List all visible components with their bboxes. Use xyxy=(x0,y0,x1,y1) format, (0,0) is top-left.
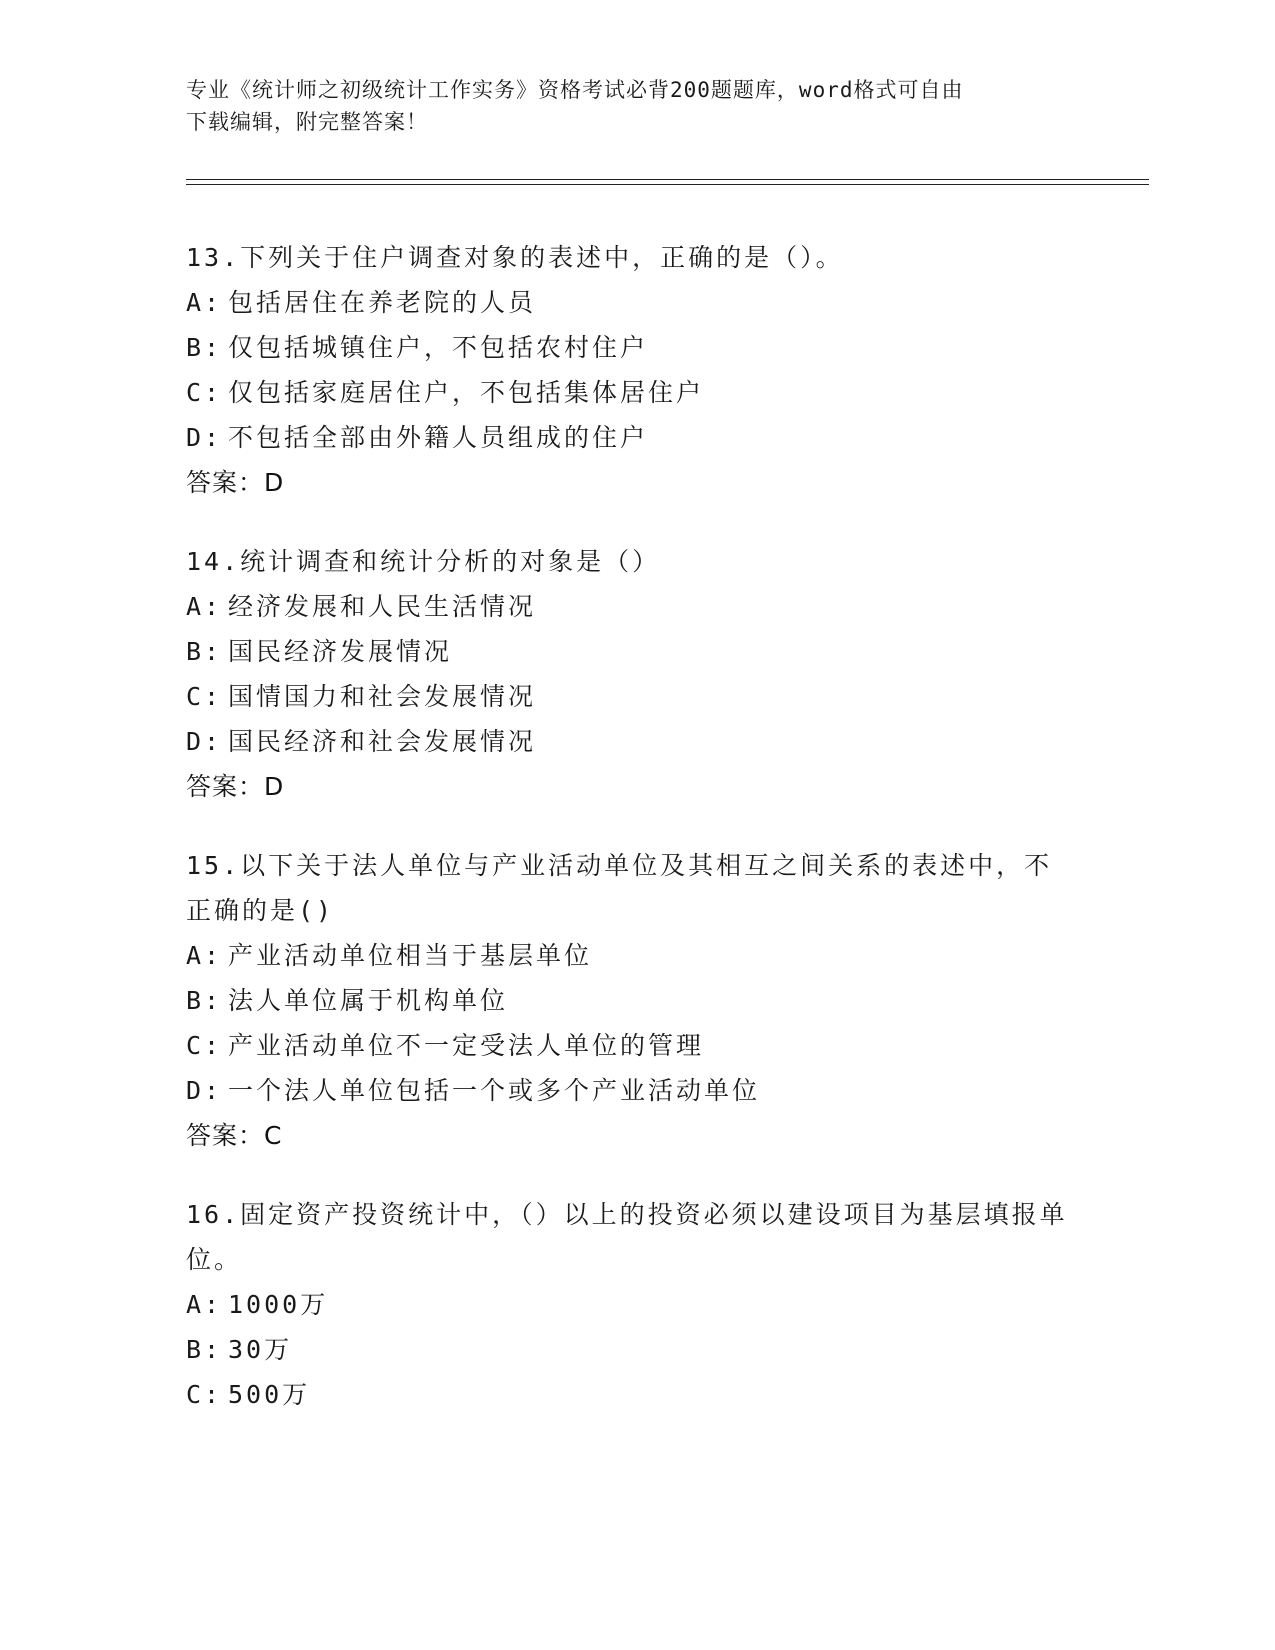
option-d xyxy=(186,415,1086,460)
header-line-2: 下载编辑，附完整答案！ xyxy=(186,110,428,134)
question-stem: 14.统计调查和统计分析的对象是（） xyxy=(186,547,661,576)
header-line-1: 专业《统计师之初级统计工作实务》资格考试必背200题题库，word格式可自由 xyxy=(186,78,964,102)
option-text: 产业活动单位不一定受法人单位的管理 xyxy=(228,1031,705,1060)
option-text: 国民经济发展情况 xyxy=(228,637,453,666)
question-14 xyxy=(186,539,1086,809)
question-stem: 13.下列关于住户调查对象的表述中，正确的是（）。 xyxy=(186,243,844,272)
header-divider-bottom xyxy=(186,184,1149,185)
option-text: 国民经济和社会发展情况 xyxy=(228,727,537,756)
option-label: B: xyxy=(186,986,223,1015)
answer-line: 答案：D xyxy=(186,772,285,801)
option-text: 包括居住在养老院的人员 xyxy=(228,288,537,317)
document-header xyxy=(186,74,1066,138)
option-text: 仅包括城镇住户，不包括农村住户 xyxy=(228,333,649,362)
option-text: 500万 xyxy=(228,1380,311,1409)
option-label: A: xyxy=(186,941,223,970)
option-text: 法人单位属于机构单位 xyxy=(228,986,509,1015)
option-a xyxy=(186,584,1086,629)
option-a xyxy=(186,280,1086,325)
option-label: C: xyxy=(186,682,223,711)
question-15 xyxy=(186,843,1086,1158)
option-text: 国情国力和社会发展情况 xyxy=(228,682,537,711)
option-b xyxy=(186,978,1086,1023)
option-label: D: xyxy=(186,423,223,452)
question-stem: 16.固定资产投资统计中，（）以上的投资必须以建设项目为基层填报单位。 xyxy=(186,1200,1068,1274)
option-text: 经济发展和人民生活情况 xyxy=(228,592,537,621)
option-label: D: xyxy=(186,1076,223,1105)
question-16 xyxy=(186,1192,1086,1417)
option-label: C: xyxy=(186,1380,223,1409)
option-label: B: xyxy=(186,637,223,666)
option-c xyxy=(186,674,1086,719)
option-c xyxy=(186,370,1086,415)
answer-line: 答案：C xyxy=(186,1121,283,1150)
option-label: A: xyxy=(186,592,223,621)
option-d xyxy=(186,1068,1086,1113)
answer-line: 答案：D xyxy=(186,468,285,497)
option-label: C: xyxy=(186,1031,223,1060)
option-text: 产业活动单位相当于基层单位 xyxy=(228,941,593,970)
option-label: A: xyxy=(186,288,223,317)
option-text: 一个法人单位包括一个或多个产业活动单位 xyxy=(228,1076,761,1105)
option-b xyxy=(186,629,1086,674)
option-label: A: xyxy=(186,1290,223,1319)
option-text: 不包括全部由外籍人员组成的住户 xyxy=(228,423,649,452)
question-13 xyxy=(186,235,1086,505)
option-label: C: xyxy=(186,378,223,407)
option-c xyxy=(186,1023,1086,1068)
option-a xyxy=(186,1282,1086,1327)
option-c xyxy=(186,1372,1086,1417)
question-stem: 15.以下关于法人单位与产业活动单位及其相互之间关系的表述中，不正确的是() xyxy=(186,851,1053,925)
option-b xyxy=(186,325,1086,370)
option-b xyxy=(186,1327,1086,1372)
option-text: 1000万 xyxy=(228,1290,329,1319)
question-list xyxy=(186,235,1086,1451)
option-text: 30万 xyxy=(228,1335,293,1364)
header-divider-top xyxy=(186,179,1149,180)
option-d xyxy=(186,719,1086,764)
option-label: D: xyxy=(186,727,223,756)
option-text: 仅包括家庭居住户，不包括集体居住户 xyxy=(228,378,705,407)
option-label: B: xyxy=(186,333,223,362)
option-label: B: xyxy=(186,1335,223,1364)
option-a xyxy=(186,933,1086,978)
